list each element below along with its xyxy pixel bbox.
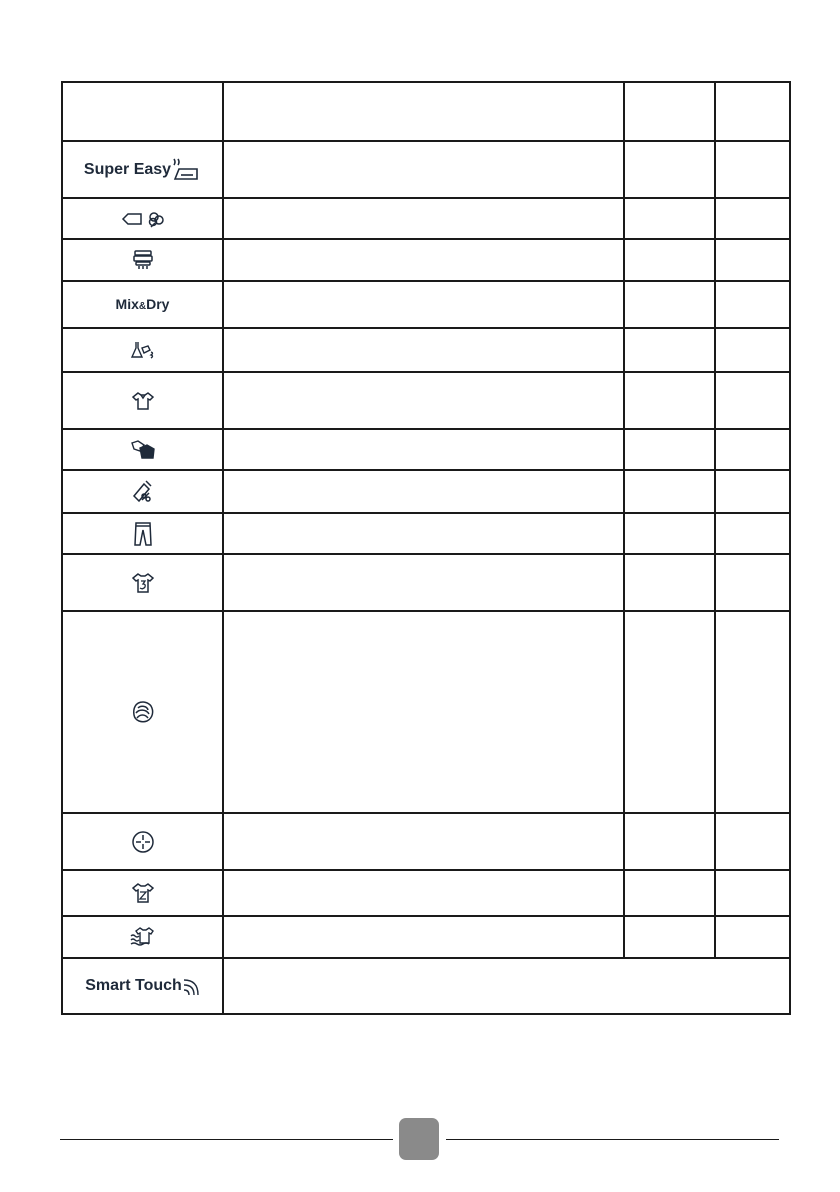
footer-rule-left — [60, 1139, 393, 1140]
program-cell — [62, 328, 223, 372]
ampersand-label: & — [138, 300, 147, 312]
table-row — [62, 813, 790, 870]
program-cell — [62, 916, 223, 958]
drum-clean-icon — [131, 830, 155, 854]
program-table — [61, 81, 791, 1015]
dry-label: Dry — [146, 295, 170, 312]
rapid-shirt-3-icon — [131, 572, 155, 594]
footer-rule-right — [446, 1139, 779, 1140]
program-label: Super Easy — [83, 160, 172, 178]
table-row — [62, 141, 790, 198]
table-row — [62, 281, 790, 328]
table-header-row — [62, 82, 790, 141]
program-cell — [62, 429, 223, 470]
table-row — [62, 611, 790, 813]
rinse-shirt-icon — [129, 926, 157, 948]
table-row — [62, 870, 790, 916]
program-cell — [62, 554, 223, 611]
program-cell — [62, 239, 223, 281]
program-cell — [62, 198, 223, 239]
merged-description-cell — [223, 958, 790, 1014]
baby-bottle-icon — [132, 479, 154, 505]
table-row — [62, 958, 790, 1014]
table-row — [62, 372, 790, 429]
table-row — [62, 554, 790, 611]
header-cell-program — [62, 82, 223, 141]
hygiene-flask-icon — [130, 340, 156, 360]
delicates-icon — [129, 439, 157, 461]
header-cell-col3 — [624, 82, 715, 141]
jeans-icon — [133, 521, 153, 547]
table-row — [62, 470, 790, 513]
program-cell — [62, 958, 223, 1014]
table-row — [62, 328, 790, 372]
program-cell — [62, 813, 223, 870]
wool-icon — [130, 699, 156, 725]
header-cell-description — [223, 82, 624, 141]
program-cell — [62, 281, 223, 328]
shirt-icon — [131, 391, 155, 411]
table-row — [62, 198, 790, 239]
cotton-tag-icon — [117, 209, 169, 229]
table-row — [62, 916, 790, 958]
program-cell — [62, 470, 223, 513]
table-row — [62, 429, 790, 470]
super-easy-iron-icon — [171, 157, 201, 183]
program-cell — [62, 372, 223, 429]
program-cell — [62, 611, 223, 813]
smart-touch-icon — [182, 974, 200, 998]
table-row — [62, 239, 790, 281]
program-cell — [62, 870, 223, 916]
program-cell — [62, 513, 223, 554]
header-cell-col4 — [715, 82, 790, 141]
heavy-load-icon — [131, 249, 155, 271]
program-label: Smart Touch — [85, 977, 182, 995]
page-number-badge — [399, 1118, 439, 1160]
table-row — [62, 513, 790, 554]
mix-label: Mix — [115, 295, 139, 312]
program-cell — [62, 141, 223, 198]
spin-shirt-icon — [131, 882, 155, 904]
